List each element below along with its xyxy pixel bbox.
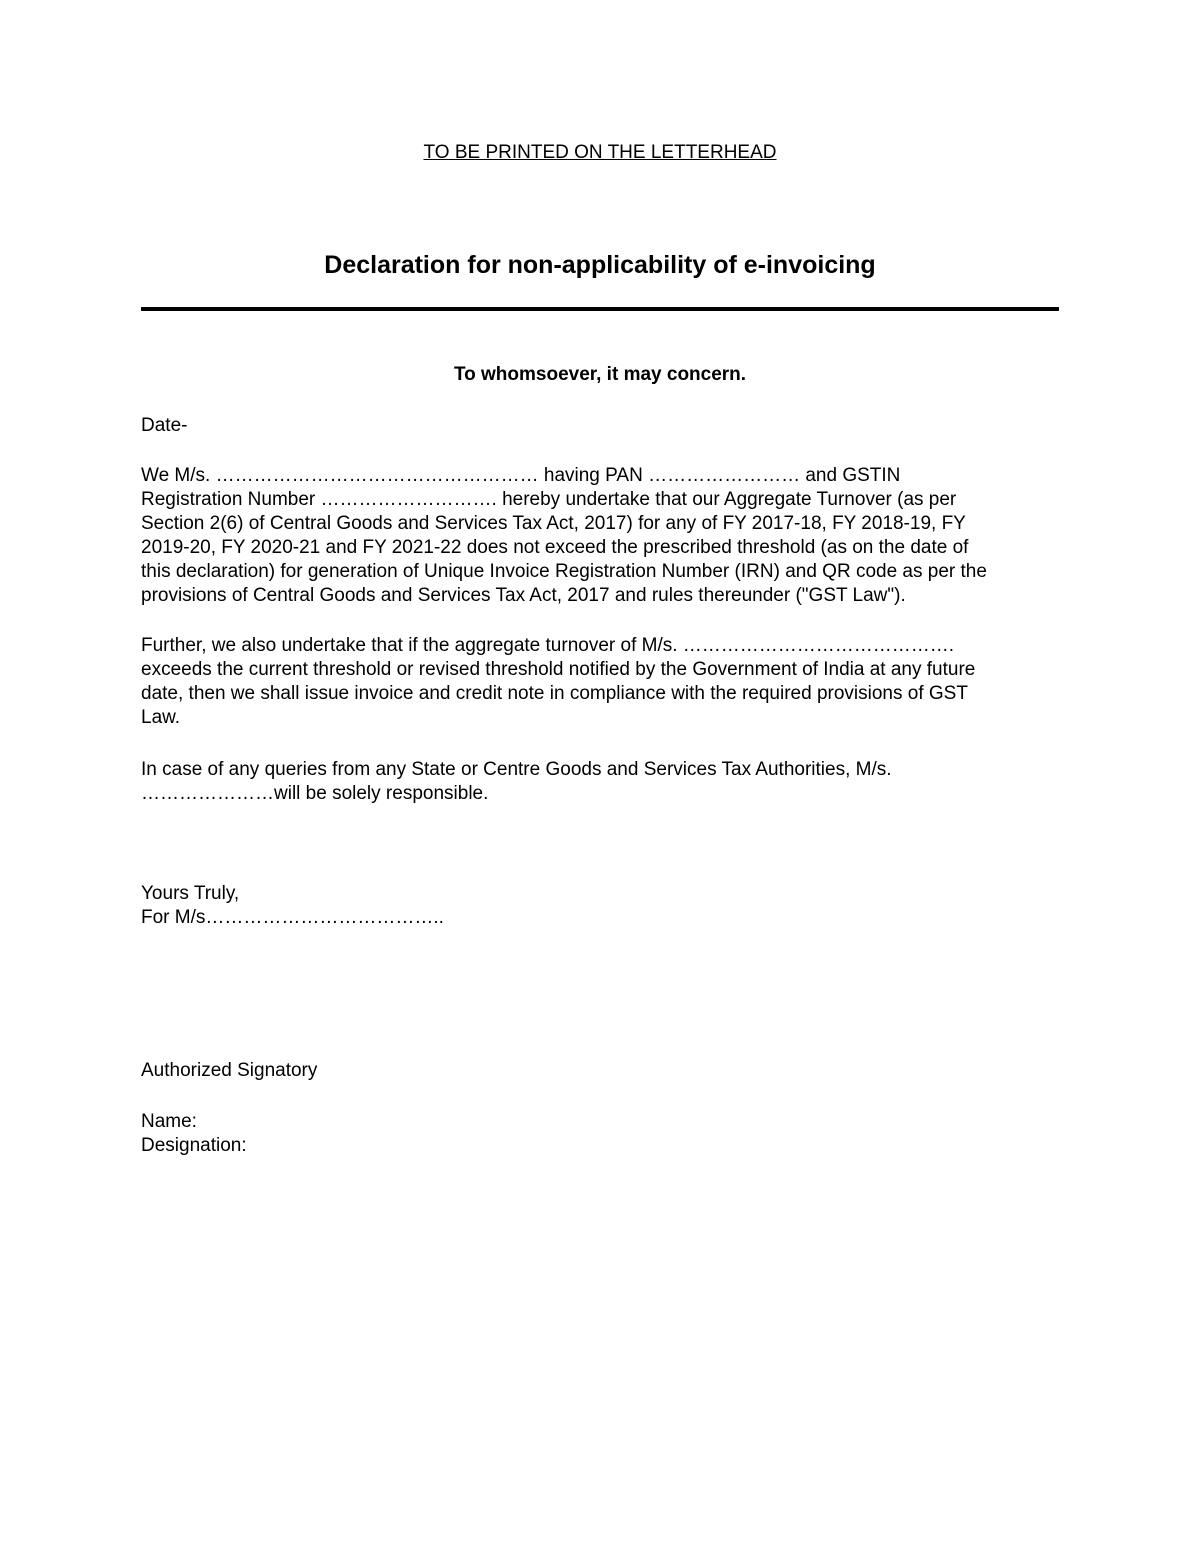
undertaking-paragraph xyxy=(141,634,1061,730)
name-label: Name: xyxy=(141,1111,197,1132)
signatory-label: Authorized Signatory xyxy=(141,1060,318,1081)
closing-line: Yours Truly, xyxy=(141,883,240,904)
responsibility-paragraph xyxy=(141,758,1061,806)
title-divider xyxy=(141,307,1059,311)
date-line xyxy=(141,414,1061,438)
page-title: Declaration for non-applicability of e-invoicing xyxy=(324,251,876,279)
paragraph-line: date, then we shall issue invoice and credit note in compliance with the required provisions of GST xyxy=(141,683,968,704)
paragraph-line: Registration Number ………………………. hereby undertake that our Aggregate Turnover (as per xyxy=(141,489,957,510)
declaration-paragraph xyxy=(141,464,1061,608)
closing-line: For M/s……………………………….. xyxy=(141,907,444,928)
signatory-details xyxy=(141,1110,1061,1158)
signatory-block xyxy=(141,1059,1061,1083)
salutation: To whomsoever, it may concern. xyxy=(453,364,747,385)
paragraph-line: Section 2(6) of Central Goods and Services Tax Act, 2017) for any of FY 2017-18, FY 2018-19, FY xyxy=(141,513,966,534)
letterhead-banner: TO BE PRINTED ON THE LETTERHEAD xyxy=(423,142,777,163)
paragraph-line: exceeds the current threshold or revised threshold notified by the Government of India at any future xyxy=(141,659,976,680)
date-label: Date- xyxy=(141,415,188,436)
paragraph-line: We M/s. …………………………………………… having PAN …………………… and GSTIN xyxy=(141,465,901,486)
paragraph-line: Law. xyxy=(141,707,181,728)
paragraph-line: In case of any queries from any State or Centre Goods and Services Tax Authorities, M/s. xyxy=(141,759,892,780)
designation-label: Designation: xyxy=(141,1135,247,1156)
paragraph-line: provisions of Central Goods and Services Tax Act, 2017 and rules thereunder ("GST Law"). xyxy=(141,585,906,606)
paragraph-line: …………………will be solely responsible. xyxy=(141,783,489,804)
closing-block xyxy=(141,882,1061,930)
paragraph-line: Further, we also undertake that if the aggregate turnover of M/s. ……………………………………. xyxy=(141,635,955,656)
paragraph-line: 2019-20, FY 2020-21 and FY 2021-22 does not exceed the prescribed threshold (as on the date of xyxy=(141,537,969,558)
paragraph-line: this declaration) for generation of Unique Invoice Registration Number (IRN) and QR code as per the xyxy=(141,561,987,582)
